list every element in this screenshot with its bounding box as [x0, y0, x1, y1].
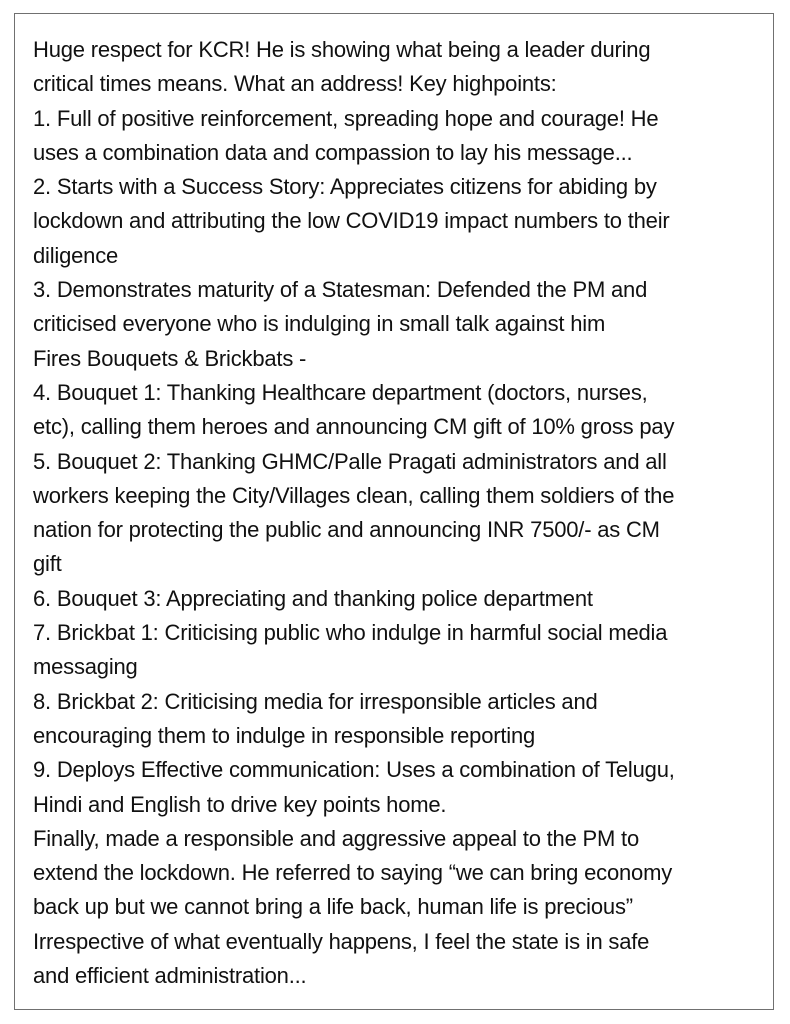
text-line: 2. Starts with a Success Story: Appreciates citizens for abiding by [33, 174, 657, 200]
text-line: back up but we cannot bring a life back, human life is precious” [33, 894, 633, 920]
document-text [33, 33, 763, 993]
document-frame [14, 13, 774, 1010]
text-line: Irrespective of what eventually happens, I feel the state is in safe [33, 928, 650, 954]
text-line: Finally, made a responsible and aggressive appeal to the PM to [33, 825, 639, 851]
text-line: 4. Bouquet 1: Thanking Healthcare department (doctors, nurses, [33, 379, 648, 405]
text-line: diligence [33, 242, 119, 268]
text-line: 8. Brickbat 2: Criticising media for irresponsible articles and [33, 688, 598, 714]
text-line: workers keeping the City/Villages clean, calling them soldiers of the [33, 482, 675, 508]
text-line: 9. Deploys Effective communication: Uses a combination of Telugu, [33, 757, 675, 783]
text-line: Hindi and English to drive key points home. [33, 791, 447, 817]
text-line: nation for protecting the public and announcing INR 7500/- as CM [33, 517, 660, 543]
text-line: messaging [33, 654, 138, 680]
text-line: criticised everyone who is indulging in small talk against him [33, 311, 606, 337]
text-line: 3. Demonstrates maturity of a Statesman: Defended the PM and [33, 277, 648, 303]
text-line: 7. Brickbat 1: Criticising public who indulge in harmful social media [33, 620, 668, 646]
text-line: critical times means. What an address! Key highpoints: [33, 71, 557, 97]
text-line: gift [33, 551, 62, 577]
text-line: encouraging them to indulge in responsible reporting [33, 722, 536, 748]
text-line: extend the lockdown. He referred to saying “we can bring economy [33, 860, 672, 886]
text-line: Huge respect for KCR! He is showing what being a leader during [33, 37, 651, 62]
text-line: 5. Bouquet 2: Thanking GHMC/Palle Pragati administrators and all [33, 448, 667, 474]
text-line: 6. Bouquet 3: Appreciating and thanking police department [33, 585, 593, 611]
text-line: uses a combination data and compassion to lay his message... [33, 139, 633, 165]
text-line: Fires Bouquets & Brickbats - [33, 345, 307, 371]
text-line: etc), calling them heroes and announcing CM gift of 10% gross pay [33, 414, 675, 440]
text-line: and efficient administration... [33, 963, 307, 989]
text-line: lockdown and attributing the low COVID19 impact numbers to their [33, 208, 670, 234]
text-line: 1. Full of positive reinforcement, spreading hope and courage! He [33, 105, 659, 131]
